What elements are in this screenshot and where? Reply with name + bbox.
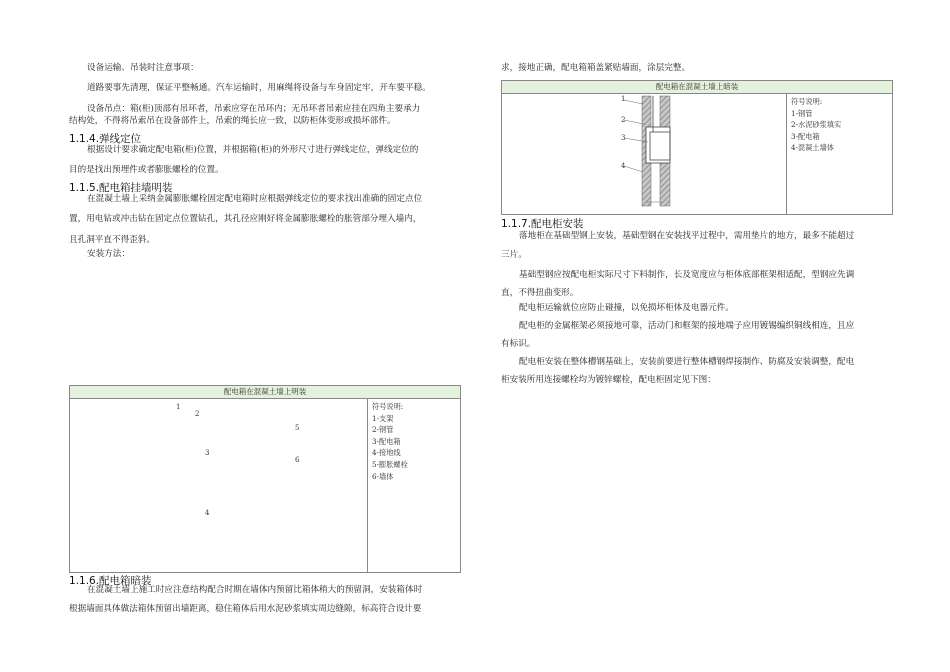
legend-item: 3-配电箱 [372, 436, 401, 446]
paragraph: 配电柜安装在整体槽钢基础上，安装前要进行整体槽钢焊接制作、防腐及安装调整，配电 [519, 357, 855, 367]
paragraph: 根据墙面具体做法箱体预留出墙距离，稳住箱体后用水泥砂浆填实周边缝隙，标高符合设计要 [69, 604, 422, 614]
legend-item: 4-接地线 [372, 448, 401, 458]
figure-surface-mount [69, 385, 461, 573]
paragraph: 结构处，不得将吊索吊在设备部件上，吊索的绳长应一致，以防柜体变形或损坏部件。 [69, 116, 396, 126]
paragraph: 在混凝土墙上采纳金属膨胀螺栓固定配电箱时应根据弹线定位的要求找出准确的固定点位 [87, 194, 423, 204]
legend-item: 2-水泥砂浆填实 [791, 120, 842, 130]
paragraph: 三片。 [501, 250, 527, 260]
legend-title: 符号说明: [791, 97, 823, 106]
legend-item: 1-钢管 [791, 108, 813, 118]
figure-label: 3 [621, 134, 626, 142]
legend-item: 1-支架 [372, 413, 394, 423]
figure-legend [367, 399, 460, 572]
legend-item: 2-钢管 [372, 425, 394, 435]
section-heading-1-1-7: 1.1.7.配电柜安装 [501, 218, 584, 230]
section-heading-1-1-6: 1.1.6.配电箱暗装 [69, 575, 152, 587]
concealed-mount-drawing [612, 94, 676, 212]
paragraph: 设备吊点：箱(柜)顶部有吊环者，吊索应穿在吊环内；无吊环者吊索应挂在四角主要承力 [87, 104, 421, 114]
paragraph: 安装方法： [87, 249, 130, 259]
figure-label: 4 [621, 162, 626, 170]
figure-label: 4 [205, 509, 210, 517]
leader-line [624, 100, 643, 104]
figure-label: 1 [176, 403, 181, 411]
section-heading-1-1-5: 1.1.5.配电箱挂墙明装 [69, 182, 173, 194]
legend-item: 4-混凝土墙体 [791, 143, 834, 153]
figure-title: 配电箱在混凝土墙上明装 [70, 386, 460, 399]
legend-item: 3-配电箱 [791, 131, 820, 141]
paragraph: 配电柜的金属框架必须接地可靠，活动门和框架的接地端子应用镀锡编织铜线相连，且应 [519, 321, 855, 331]
paragraph: 基础型钢应按配电柜实际尺寸下料制作，长及宽度应与柜体底部框架相适配，型钢应先调 [519, 270, 855, 280]
paragraph: 有标识。 [501, 339, 536, 349]
leader-line [624, 166, 643, 172]
figure-label: 1 [621, 95, 626, 103]
figure-title: 配电箱在混凝土墙上暗装 [502, 81, 892, 94]
figure-label: 2 [195, 410, 200, 418]
section-heading-1-1-4: 1.1.4.弹线定位 [69, 133, 142, 145]
figure-label: 5 [295, 424, 300, 432]
paragraph: 柜安装所用连接螺栓均为镀锌螺栓，配电柜固定见下图： [501, 375, 716, 385]
figure-concealed-mount [501, 80, 893, 215]
figure-label: 6 [295, 456, 300, 464]
legend-item: 6-墙体 [372, 471, 394, 481]
paragraph: 求，接地正确，配电箱箱盖紧贴墙面，涂层完整。 [501, 63, 691, 73]
figure-label: 2 [621, 116, 626, 124]
paragraph: 置，用电钻或冲击钻在固定点位置钻孔，其孔径应刚好将金属膨胀螺栓的胀管部分埋入墙内， [69, 214, 422, 224]
paragraph: 直，不得扭曲变形。 [501, 288, 579, 298]
figure-label: 3 [205, 449, 210, 457]
paragraph: 目的是找出预埋件或者膨胀螺栓的位置。 [69, 165, 224, 175]
paragraph: 在混凝土墙上施工时应注意结构配合时期在墙体内预留比箱体稍大的预留洞，安装箱体时 [87, 585, 423, 595]
legend-item: 5-膨胀螺栓 [372, 459, 408, 469]
paragraph: 且孔洞平直不得歪斜。 [69, 235, 155, 245]
legend-title: 符号说明: [372, 402, 404, 411]
paragraph: 设备运输、吊装时注意事项： [87, 63, 199, 73]
paragraph: 落地柜在基础型钢上安装，基础型钢在安装找平过程中，需用垫片的地方，最多不能超过 [519, 231, 855, 241]
paragraph: 道路要事先清理，保证平整畅通。汽车运输时，用麻绳将设备与车身固定牢，开车要平稳。 [87, 83, 431, 93]
paragraph: 配电柜运输就位应防止碰撞，以免损坏柜体及电器元件。 [519, 303, 734, 313]
paragraph: 根据设计要求确定配电箱(柜)位置，并根据箱(柜)的外形尺寸进行弹线定位，弹线定位的 [87, 145, 419, 155]
leader-line [624, 120, 644, 124]
figure-legend [786, 94, 892, 214]
